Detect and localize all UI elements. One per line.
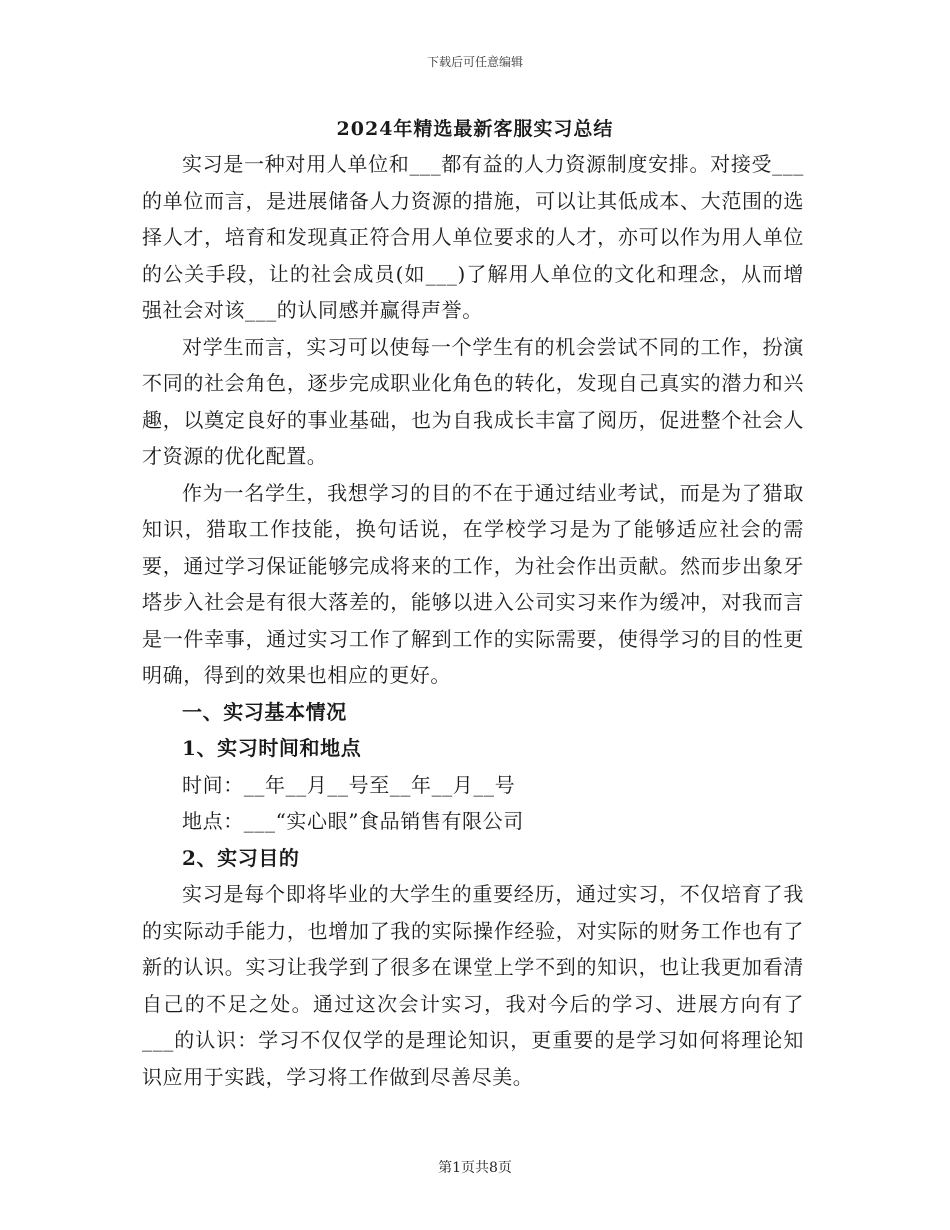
subsection-heading-time-place: 1、实习时间和地点: [182, 736, 362, 760]
internship-time-line: 时间：__年__月__号至__年__月__号: [182, 772, 516, 797]
intro-paragraph-1: 实习是一种对用人单位和___都有益的人力资源制度安排。对接受___的单位而言，是进展储备人力资源的措施，可以让其低成本、大范围的选择人才，培育和发现真正符合用人单位要求的人才，亦可以作为用人单位的公关手段，让的社会成员(如___)了解用人单位的文化和理念，从而增强社会对该___的认同感并赢得声誉。: [142, 152, 804, 322]
section-heading-basic-info: 一、实习基本情况: [182, 699, 347, 724]
page-header-note: 下载后可任意编辑: [426, 55, 523, 69]
internship-place-line: 地点：___“实心眼”食品销售有限公司: [182, 809, 524, 833]
document-body: [142, 146, 804, 1095]
intro-paragraph-3: 作为一名学生，我想学习的目的不在于通过结业考试，而是为了猎取知识，猎取工作技能，换句话说，在学校学习是为了能够适应社会的需要，通过学习保证能够完成将来的工作，为社会作出贡献。然而步出象牙塔步入社会是有很大落差的，能够以进入公司实习来作为缓冲，对我而言是一件幸事，通过实习工作了解到工作的实际需要，使得学习的目的性更明确，得到的效果也相应的更好。: [142, 480, 804, 687]
page-footer-number: 第1页共8页: [438, 1160, 512, 1176]
subsection-heading-purpose: 2、实习目的: [182, 845, 300, 870]
document-title: 2024年精选最新客服实习总结: [336, 118, 614, 140]
purpose-paragraph: 实习是每个即将毕业的大学生的重要经历，通过实习，不仅培育了我的实际动手能力，也增加了我的实际操作经验，对实际的财务工作也有了新的认识。实习让我学到了很多在课堂上学不到的知识，也让我更加看清自己的不足之处。通过这次会计实习，我对今后的学习、进展方向有了___的认识：学习不仅仅学的是理论知识，更重要的是学习如何将理论知识应用于实践，学习将工作做到尽善尽美。: [142, 882, 804, 1089]
intro-paragraph-2: 对学生而言，实习可以使每一个学生有的机会尝试不同的工作，扮演不同的社会角色，逐步完成职业化角色的转化，发现自己真实的潜力和兴趣，以奠定良好的事业基础，也为自我成长丰富了阅历，促进整个社会人才资源的优化配置。: [142, 334, 804, 468]
